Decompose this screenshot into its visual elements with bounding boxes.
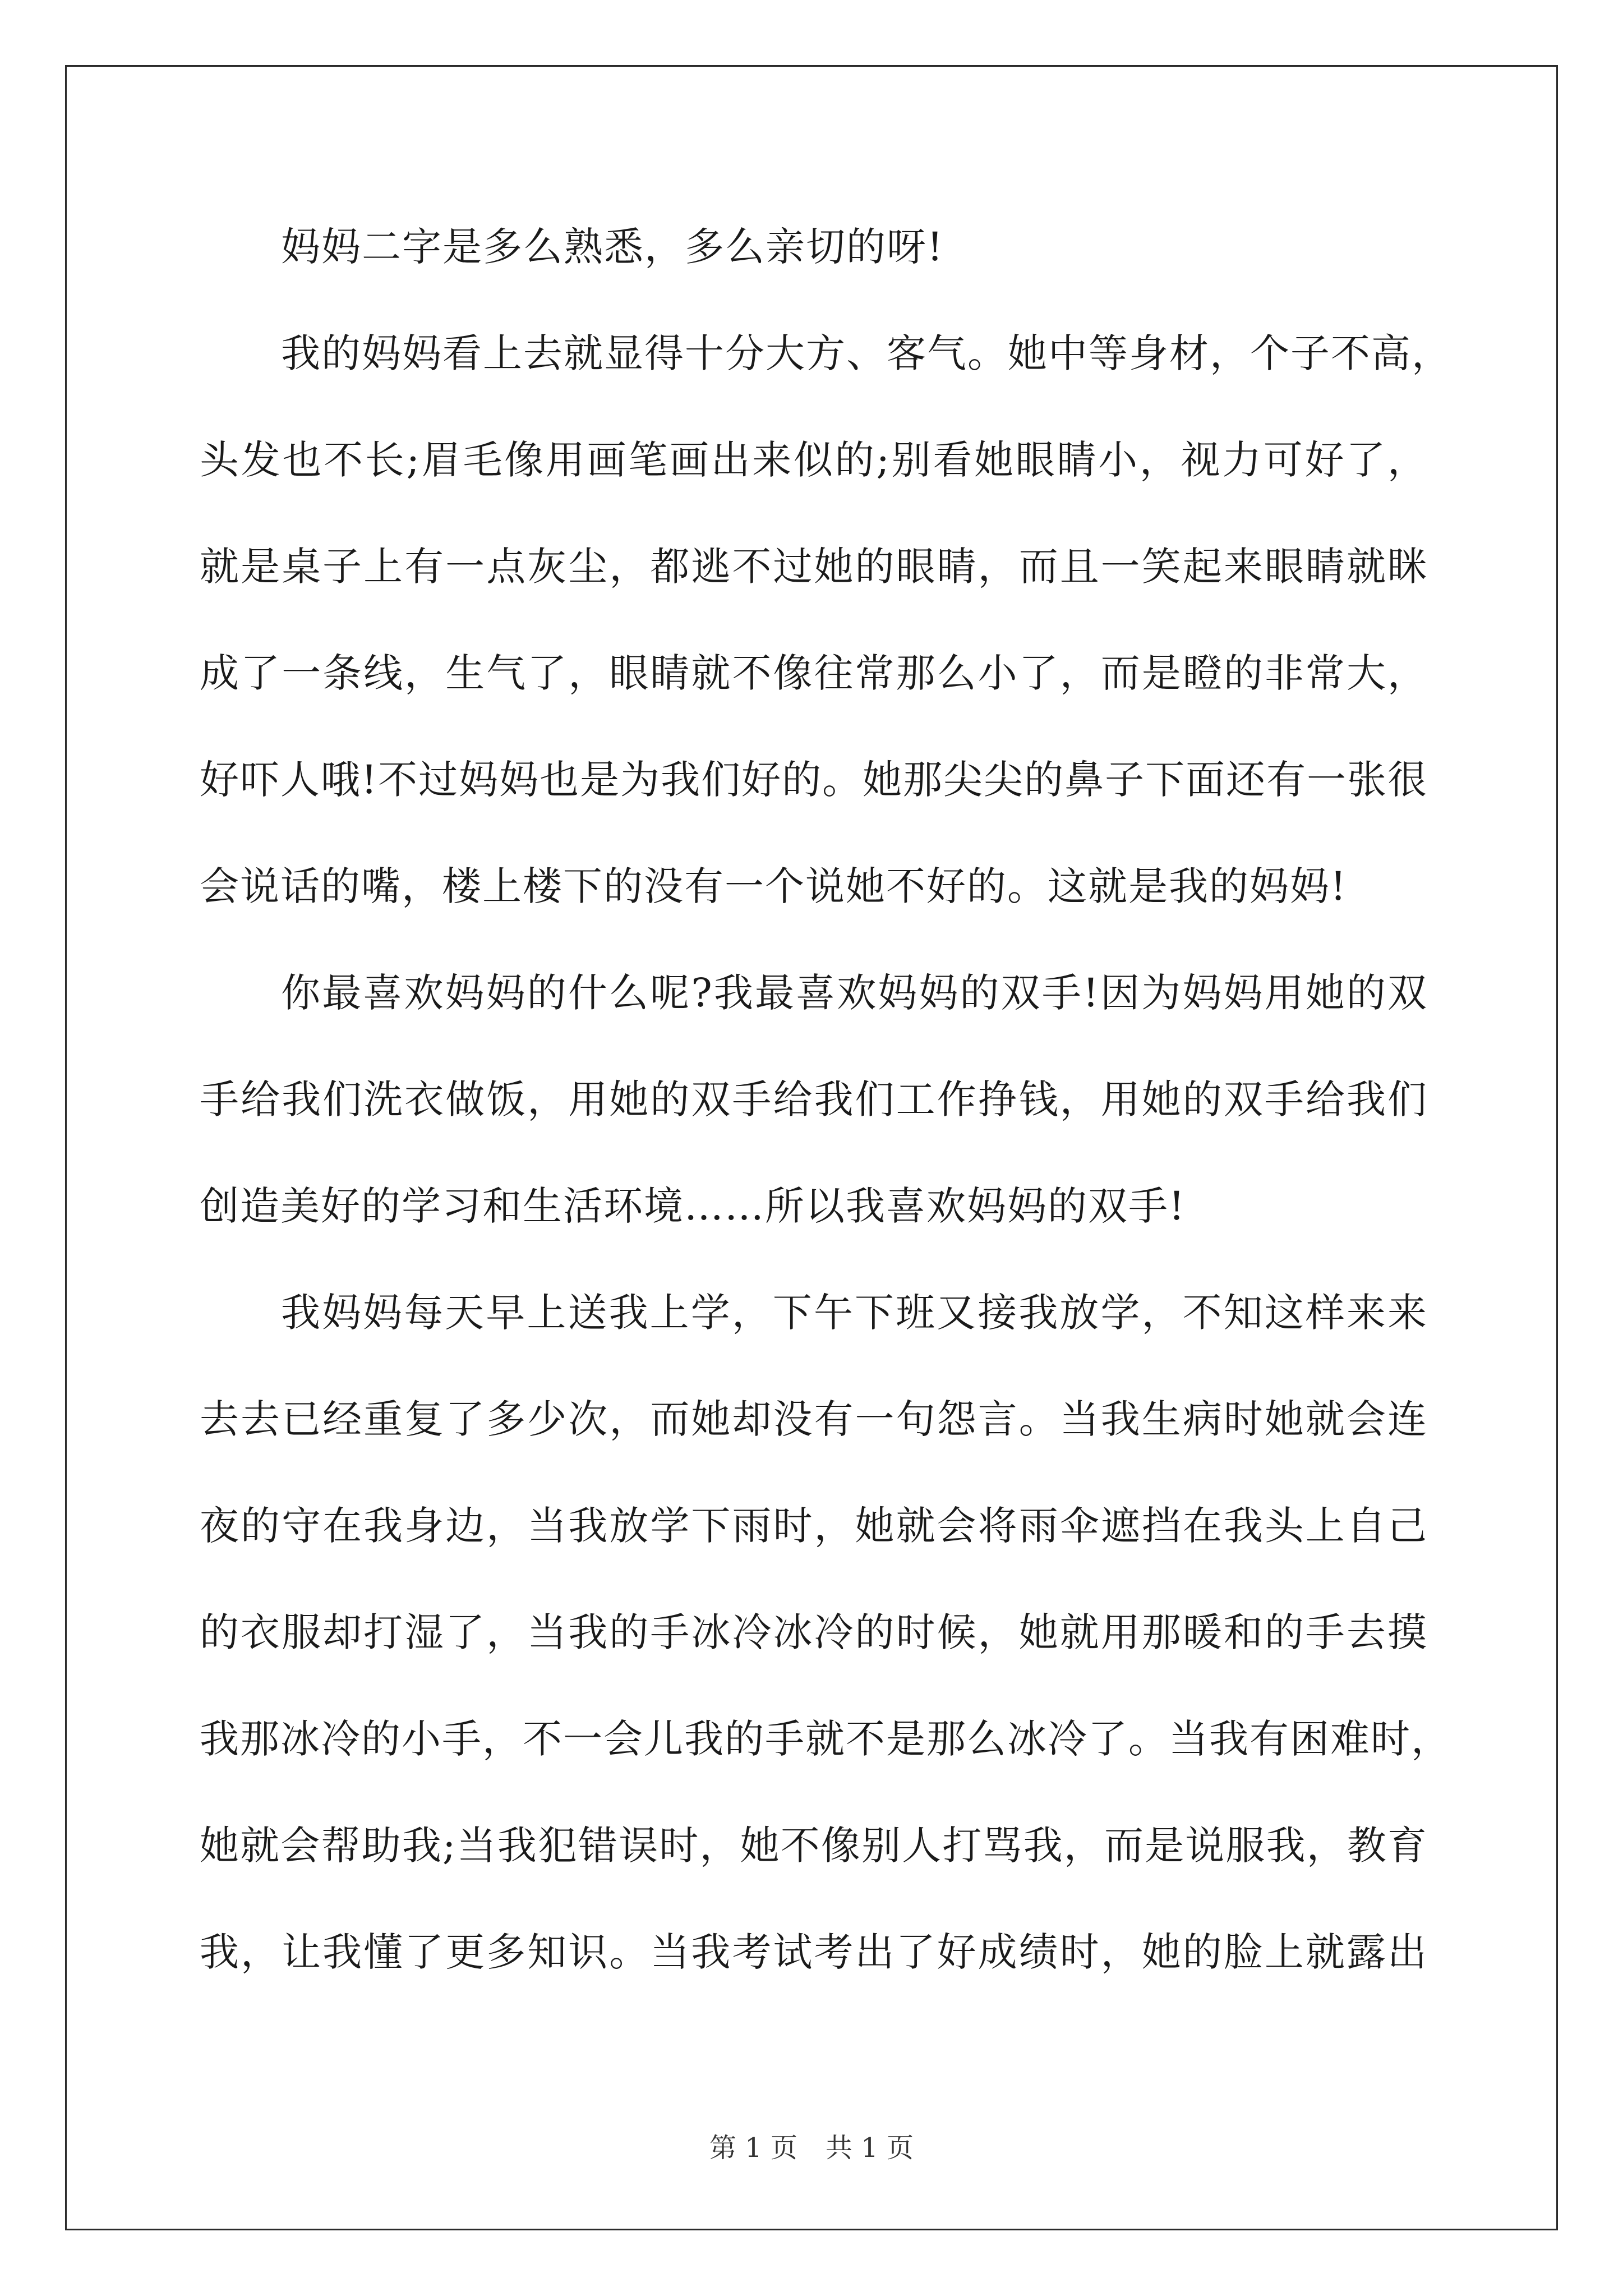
paragraph-2-line-5: 好吓人哦!不过妈妈也是为我们好的。她那尖尖的鼻子下面还有一张很	[200, 757, 1428, 803]
page-total: 共 1 页	[826, 2132, 914, 2164]
paragraph-3-line-2: 手给我们洗衣做饭，用她的双手给我们工作挣钱，用她的双手给我们	[200, 1076, 1428, 1122]
paragraph-4-line-2: 去去已经重复了多少次，而她却没有一句怨言。当我生病时她就会连	[200, 1396, 1428, 1442]
paragraph-4-line-6: 她就会帮助我;当我犯错误时，她不像别人打骂我，而是说服我，教育	[200, 1823, 1428, 1869]
paragraph-3-line-3: 创造美好的学习和生活环境……所以我喜欢妈妈的双手!	[200, 1183, 1186, 1229]
paragraph-2-line-1: 我的妈妈看上去就显得十分大方、客气。她中等身材，个子不高，	[281, 330, 1452, 376]
paragraph-1-line-1: 妈妈二字是多么熟悉，多么亲切的呀!	[281, 224, 944, 270]
paragraph-2-line-3: 就是桌子上有一点灰尘，都逃不过她的眼睛，而且一笑起来眼睛就眯	[200, 544, 1428, 590]
paragraph-2-line-4: 成了一条线，生气了，眼睛就不像往常那么小了，而是瞪的非常大，	[200, 650, 1428, 696]
page-border	[65, 65, 1558, 2230]
paragraph-3-line-1: 你最喜欢妈妈的什么呢?我最喜欢妈妈的双手!因为妈妈用她的双	[281, 970, 1428, 1016]
page-footer	[0, 2126, 1623, 2165]
paragraph-2-line-6: 会说话的嘴，楼上楼下的没有一个说她不好的。这就是我的妈妈!	[200, 863, 1348, 909]
paragraph-4-line-4: 的衣服却打湿了，当我的手冰冷冰冷的时候，她就用那暖和的手去摸	[200, 1609, 1428, 1655]
page-number: 第 1 页	[709, 2132, 797, 2164]
paragraph-4-line-5: 我那冰冷的小手，不一会儿我的手就不是那么冰冷了。当我有困难时，	[200, 1716, 1451, 1762]
paragraph-4-line-7: 我，让我懂了更多知识。当我考试考出了好成绩时，她的脸上就露出	[200, 1929, 1428, 1975]
paragraph-4-line-1: 我妈妈每天早上送我上学，下午下班又接我放学，不知这样来来	[281, 1290, 1428, 1336]
paragraph-4-line-3: 夜的守在我身边，当我放学下雨时，她就会将雨伞遮挡在我头上自己	[200, 1503, 1428, 1549]
paragraph-2-line-2: 头发也不长;眉毛像用画笔画出来似的;别看她眼睛小，视力可好了，	[200, 437, 1428, 483]
